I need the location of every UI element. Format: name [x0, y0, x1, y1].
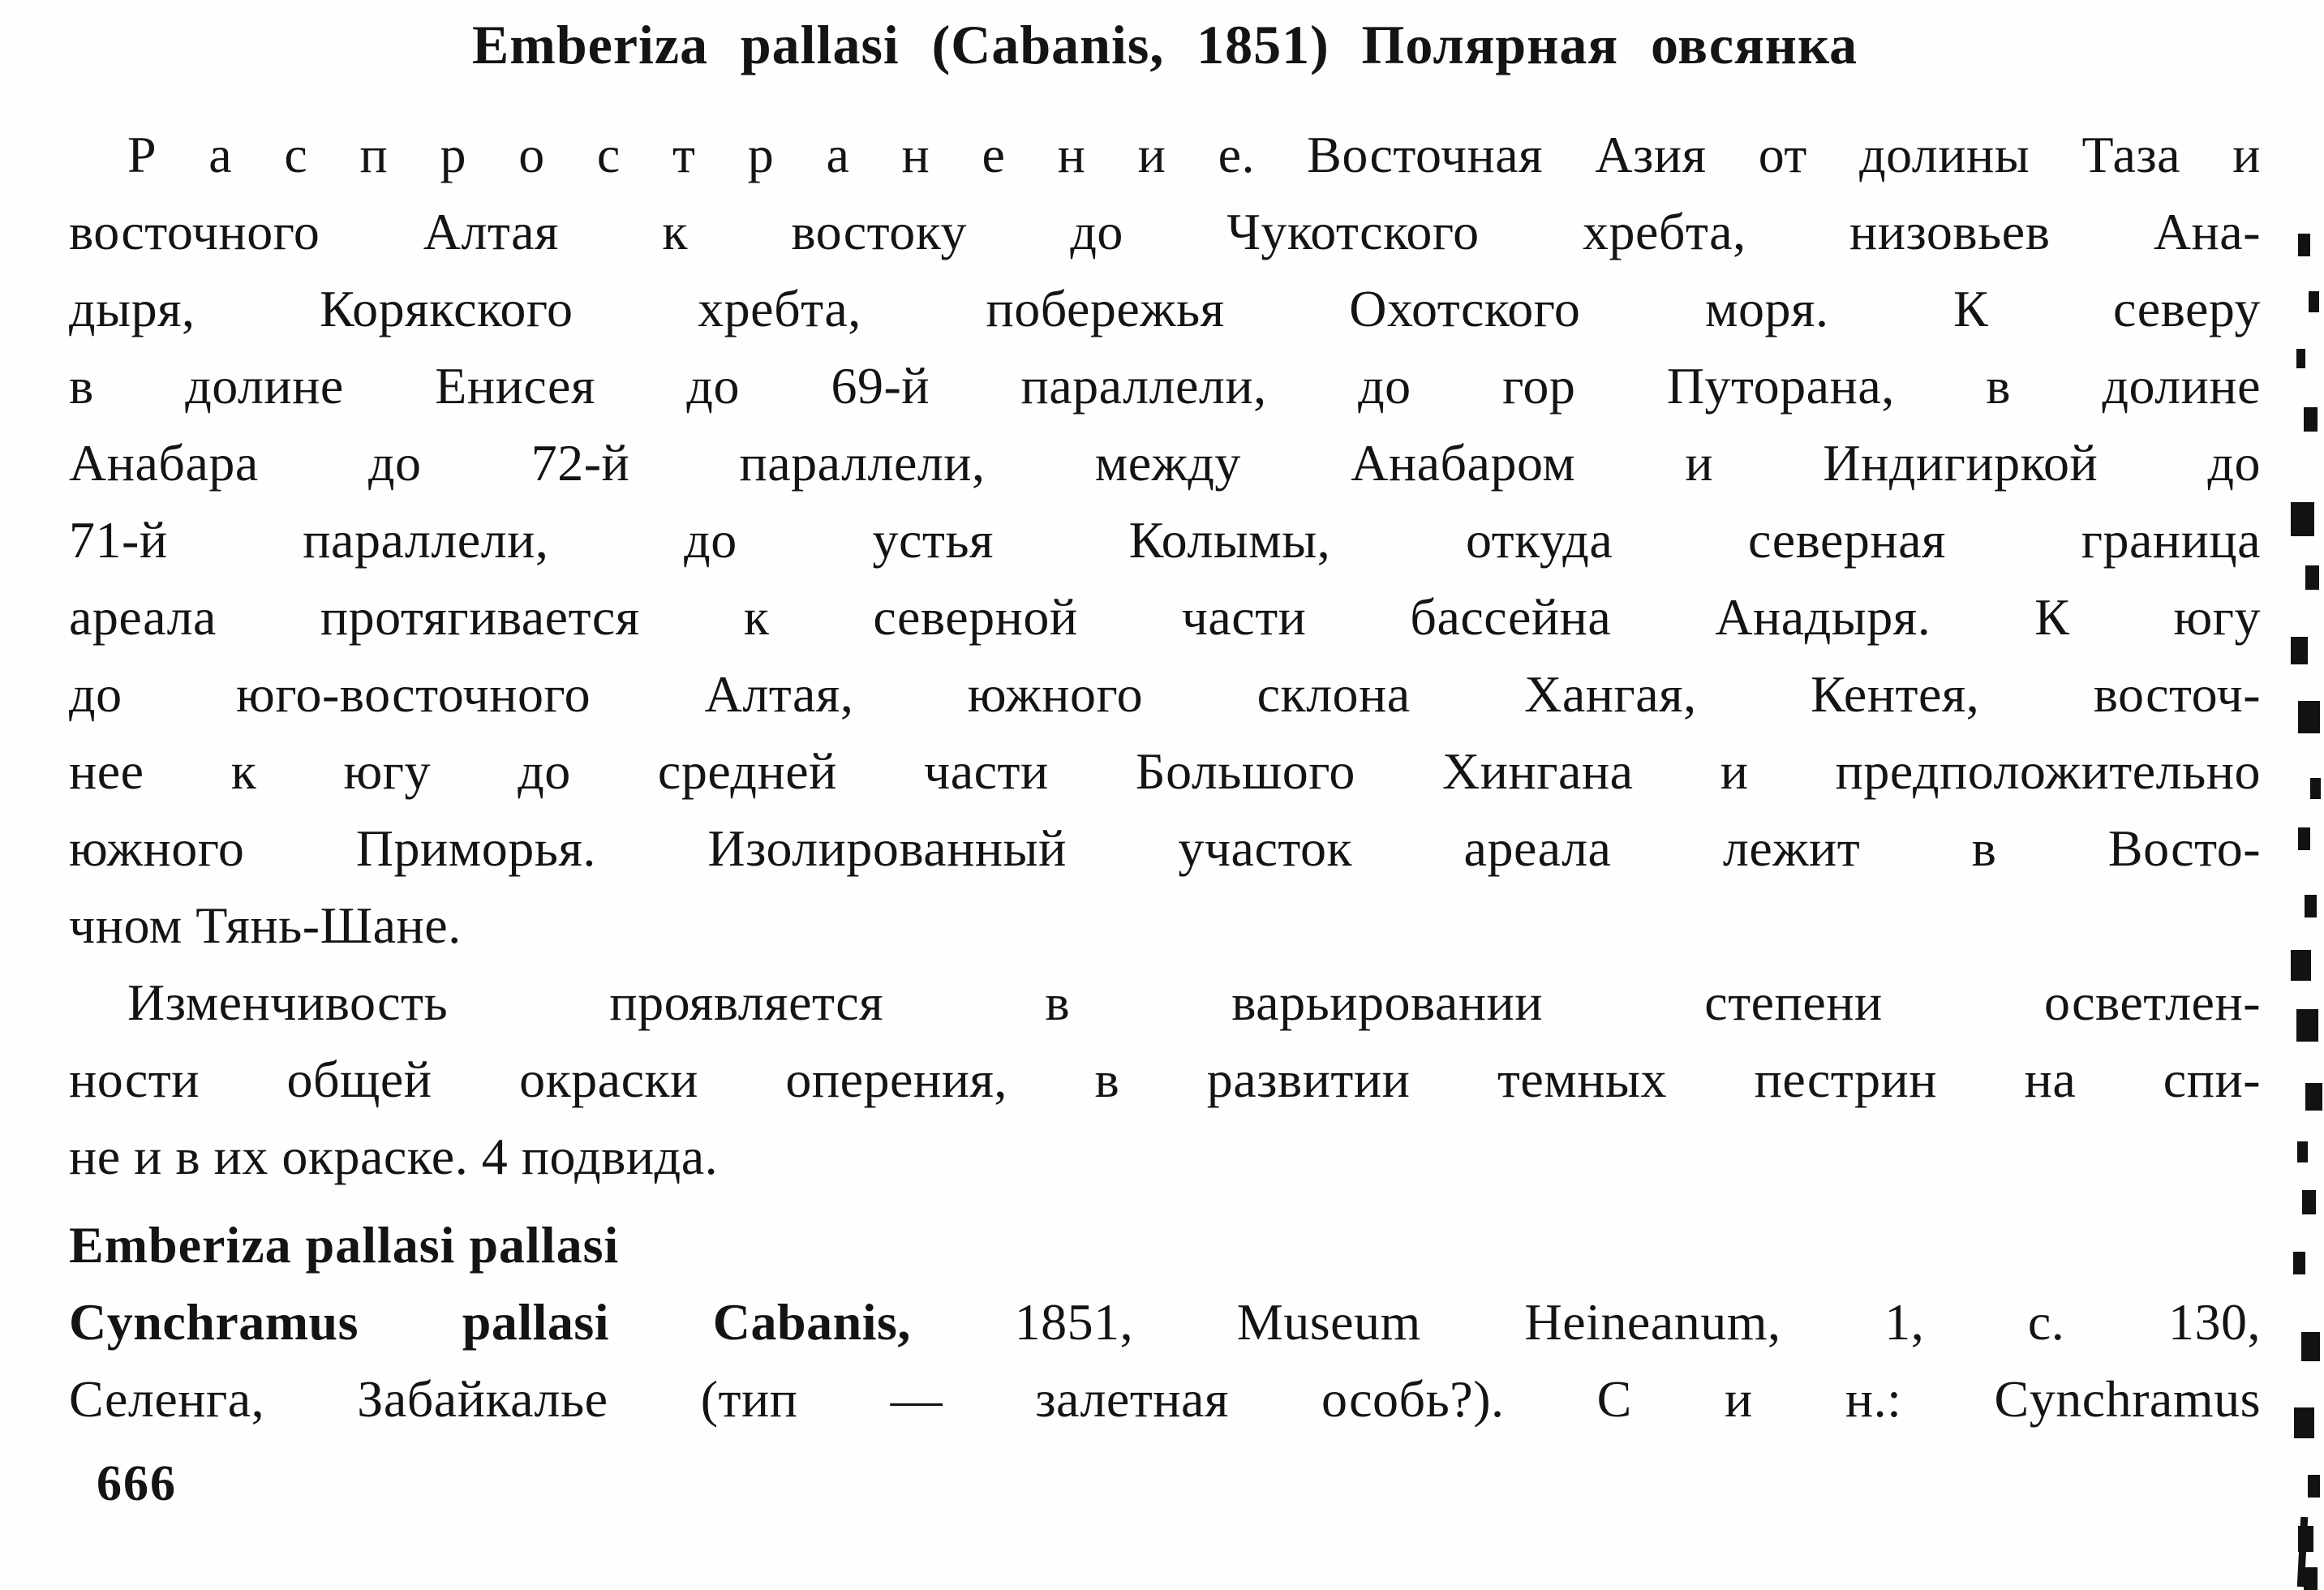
text-line: чном Тянь-Шане.: [69, 896, 462, 954]
synonymy-line-2: Селенга, Забайкалье (тип — залетная особь?). С и н.: Cynchramus: [69, 1370, 2261, 1428]
text-line: нее к югу до средней части Большого Хингана и предположительно: [69, 742, 2261, 800]
text-line: до юго-восточного Алтая, южного склона Хангая, Кентея, восточ-: [69, 665, 2261, 723]
variability-paragraph: [69, 964, 2261, 1195]
subspecies-heading: Emberiza pallasi pallasi: [69, 1216, 620, 1274]
text-line: ности общей окраски оперения, в развитии темных пестрин на спи-: [69, 1051, 2261, 1108]
text-line: Изменчивость проявляется в варьировании степени осветлен-: [127, 973, 2261, 1031]
synonymy-block: [69, 1283, 2261, 1437]
text-line: 71-й параллели, до устья Колымы, откуда северная граница: [69, 511, 2261, 569]
text-line: в долине Енисея до 69-й параллели, до гор Путорана, в долине: [69, 357, 2261, 415]
distribution-paragraph: [69, 116, 2261, 964]
text-line: не и в их окраске. 4 подвида.: [69, 1128, 719, 1185]
page-number: 666: [97, 1456, 177, 1511]
page-title: Emberiza pallasi (Cabanis, 1851) Полярная овсянка: [471, 14, 1858, 75]
scan-noise-speckles: [2295, 0, 2303, 19]
synonymy-line-1: [69, 1283, 2261, 1360]
synonym-reference: 1851, Museum Heineanum, 1, с. 130,: [910, 1293, 2261, 1351]
text-line: дыря, Корякского хребта, побережья Охотского моря. К северу: [69, 280, 2261, 337]
text-line: восточного Алтая к востоку до Чукотского хребта, низовьев Ана-: [69, 203, 2261, 260]
synonym-scientific-name: Cynchramus pallasi Cabanis,: [69, 1293, 911, 1351]
text-line: южного Приморья. Изолированный участок ареала лежит в Восто-: [69, 819, 2261, 877]
text-line: ареала протягивается к северной части бассейна Анадыря. К югу: [69, 588, 2261, 646]
text-line: Р а с п р о с т р а н е н и е. Восточная Азия от долины Таза и: [127, 126, 2261, 183]
text-line: Анабара до 72-й параллели, между Анабаром и Индигиркой до: [69, 434, 2261, 492]
